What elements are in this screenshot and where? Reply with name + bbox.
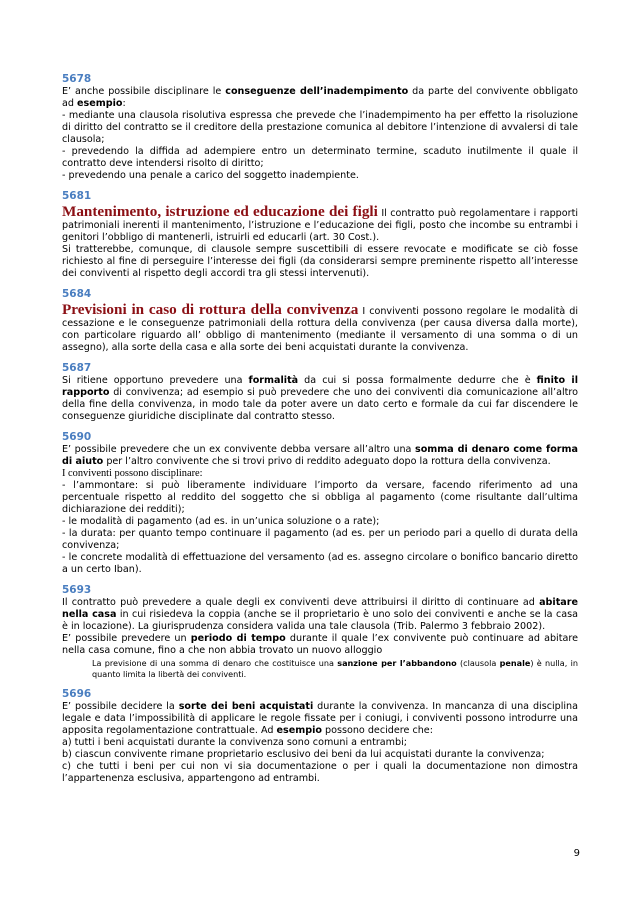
text-run: durante la convivenza. In mancanza di una disciplina legale e data l’impossibilità di applicare le regole fissate per i coniugi, i conviventi possono introdurre una apposita regolamentazione contrattuale. Ad <box>62 701 579 736</box>
paragraph <box>62 737 578 749</box>
section-number: 5687 <box>62 362 92 374</box>
document-body <box>62 72 578 792</box>
text-run: E’ possibile prevedere un <box>62 633 191 644</box>
bold-term: sorte dei beni acquistati <box>178 701 314 712</box>
paragraph <box>62 633 578 657</box>
paragraph <box>62 701 578 737</box>
paragraph <box>62 86 578 110</box>
section-5690 <box>62 430 578 576</box>
text-run: Il contratto può regolamentare i rapporti patrimoniali inerenti il mantenimento, l’istruzione e l’educazione dei figli, posto che incombe su entrambi i genitori l’obbligo di mantenerli, istruirli ed educarli (art. 30 Cost.). <box>62 208 578 243</box>
bold-term: finito il rapporto <box>62 375 578 398</box>
paragraph <box>62 146 578 170</box>
note <box>92 658 578 680</box>
text-run: ) è nulla, in quanto limita la libertà dei conviventi. <box>92 658 578 679</box>
section-number: 5690 <box>62 431 92 443</box>
text-run: : <box>122 98 126 109</box>
section-number: 5684 <box>62 288 92 300</box>
paragraph <box>62 170 578 182</box>
paragraph <box>62 552 578 576</box>
text-run: per l’altro convivente che si trovi privo di reddito adeguato dopo la rottura della convivenza. <box>103 456 551 467</box>
bold-term: penale <box>499 658 531 668</box>
section-heading: Previsioni in caso di rottura della convivenza <box>62 301 359 318</box>
section-5696 <box>62 687 578 785</box>
bold-term: esempio <box>77 98 123 109</box>
text-run: Il contratto può prevedere a quale degli ex conviventi deve attribuirsi il diritto di continuare ad <box>62 597 540 608</box>
text-run: durante il quale l’ex convivente può continuare ad abitare nella casa comune, fino a che non abbia trovato un nuovo alloggio <box>62 633 578 656</box>
text-run: di convivenza; ad esempio si può prevedere che uno dei conviventi dia comunicazione all’altro della fine della convivenza, in modo tale da poter avere un dato certo e formale da cui far discendere le conseguenze giuridiche disciplinate dal contratto stesso. <box>62 387 578 422</box>
paragraph <box>62 761 578 785</box>
text-run: possono decidere che: <box>321 725 433 736</box>
paragraph <box>62 528 578 552</box>
text-run: - le concrete modalità di effettuazione del versamento (ad es. assegno circolare o bonifico bancario diretto a un certo Iban). <box>62 552 578 575</box>
text-run: da parte del convivente obbligato ad <box>62 86 579 109</box>
text-run: - la durata: per quanto tempo continuare il pagamento (ad es. per un periodo pari a quello di durata della convivenza; <box>62 528 578 551</box>
paragraph <box>62 468 578 480</box>
text-run: a) tutti i beni acquistati durante la convivenza sono comuni a entrambi; <box>62 737 407 748</box>
text-run: I conviventi possono disciplinare: <box>62 468 203 479</box>
text-run: - l’ammontare: si può liberamente individuare l’importo da versare, facendo riferimento ad una percentuale rispetto al reddito del soggetto che si obbliga al pagamento (come risultante dall’ultima dichiarazione dei redditi); <box>62 480 578 515</box>
section-5684 <box>62 287 578 354</box>
text-run: - prevedendo una penale a carico del soggetto inadempiente. <box>62 170 359 181</box>
page-number: 9 <box>573 848 580 859</box>
bold-term: somma di denaro come forma di aiuto <box>62 444 578 467</box>
section-number: 5693 <box>62 584 92 596</box>
paragraph <box>62 203 578 244</box>
paragraph <box>62 444 578 468</box>
paragraph <box>62 480 578 516</box>
text-run: Si ritiene opportuno prevedere una <box>62 375 249 386</box>
paragraph <box>62 749 578 761</box>
paragraph <box>62 375 578 423</box>
paragraph <box>62 597 578 633</box>
section-5693 <box>62 583 578 680</box>
bold-term: abitare nella casa <box>62 597 578 620</box>
text-run: da cui si possa formalmente dedurre che è <box>298 375 537 386</box>
paragraph <box>62 301 578 354</box>
paragraph <box>62 110 578 146</box>
text-run: Si tratterebbe, comunque, di clausole sempre suscettibili di essere revocate e modificate se ciò fosse richiesto al fine di perseguire l’interesse dei figli (da considerarsi sempre preminente rispetto all’interesse dei conviventi al rispetto degli accordi tra gli stessi intervenuti). <box>62 244 578 279</box>
section-5678 <box>62 72 578 182</box>
text-run: - le modalità di pagamento (ad es. in un’unica soluzione o a rate); <box>62 516 380 527</box>
text-run: - mediante una clausola risolutiva espressa che prevede che l’inadempimento ha per effetto la risoluzione di diritto del contratto se il creditore della prestazione comunica al debitore l’intenzione di avvalersi di tale clausola; <box>62 110 578 145</box>
text-run: (clausola <box>456 658 500 668</box>
section-number: 5681 <box>62 190 92 202</box>
section-number: 5678 <box>62 73 92 85</box>
text-run: I conviventi possono regolare le modalità di cessazione e le conseguenze patrimoniali della rottura della convivenza (per causa diversa dalla morte), con particolare riguardo all’ obbligo di mantenimento (mediante il versamento di una somma o di un assegno), alla sorte della casa e alla sorte dei beni acquistati durante la convivenza. <box>62 306 578 353</box>
paragraph <box>62 244 578 280</box>
bold-term: esempio <box>276 725 322 736</box>
text-run: E’ possibile decidere la <box>62 701 179 712</box>
bold-term: conseguenze dell’inadempimento <box>225 86 409 97</box>
text-run: - prevedendo la diffida ad adempiere entro un determinato termine, scaduto inutilmente il quale il contratto deve intendersi risolto di diritto; <box>62 146 578 169</box>
text-run: E’ possibile prevedere che un ex convivente debba versare all’altro una <box>62 444 415 455</box>
section-5687 <box>62 361 578 423</box>
text-run: in cui risiedeva la coppia (anche se il proprietario è uno solo dei conviventi e anche se la casa è in locazione). La giurisprudenza considera valida una tale clausola (Trib. Palermo 3 febbraio 2002). <box>62 609 578 632</box>
text-run: La previsione di una somma di denaro che costituisce una <box>92 658 338 668</box>
bold-term: formalità <box>248 375 299 386</box>
section-5681 <box>62 189 578 280</box>
section-heading: Mantenimento, istruzione ed educazione dei figli <box>62 203 378 220</box>
bold-term: periodo di tempo <box>190 633 286 644</box>
text-run: c) che tutti i beni per cui non vi sia documentazione o per i quali la documentazione non dimostra l’appartenenza esclusiva, appartengono ad entrambi. <box>62 761 578 784</box>
paragraph <box>62 516 578 528</box>
section-number: 5696 <box>62 688 92 700</box>
text-run: E’ anche possibile disciplinare le <box>62 86 226 97</box>
bold-term: sanzione per l’abbandono <box>337 658 457 668</box>
text-run: b) ciascun convivente rimane proprietario esclusivo dei beni da lui acquistati durante la convivenza; <box>62 749 545 760</box>
